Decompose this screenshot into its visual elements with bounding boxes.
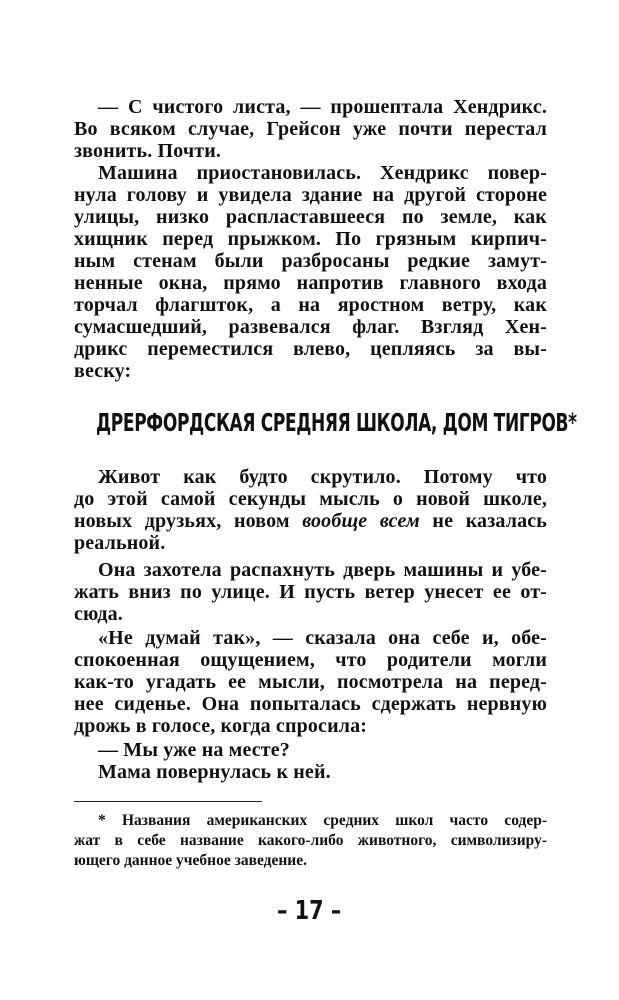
- text-line: до этой самой секунды мысль о новой школе,: [74, 488, 547, 510]
- text-segment: новых друзьях, новом: [74, 510, 303, 532]
- school-sign-heading: ДРЕРФОРДСКАЯ СРЕДНЯЯ ШКОЛА, ДОМ ТИГРОВ*: [96, 408, 577, 437]
- footnote-line: * Названия американских средних школ часто содер-: [98, 812, 547, 829]
- text-line: звонить. Почти.: [74, 140, 222, 162]
- text-line: Она захотела распахнуть дверь машины и убе-: [98, 559, 547, 581]
- text-line: «Не думай так», — сказала она себе и, обе-: [98, 627, 547, 649]
- paragraph-1: [74, 96, 547, 162]
- italic-emphasis: вообще всем: [302, 510, 420, 532]
- page-number-text: – 17 –: [277, 896, 342, 926]
- text-line: Во всяком случае, Грейсон уже почти перестал: [74, 118, 547, 140]
- footnote: [74, 811, 547, 871]
- text-line: сюда.: [74, 603, 123, 625]
- page-number: [0, 896, 619, 926]
- text-line: сумасшедший, развевался флаг. Взгляд Хен-: [74, 316, 547, 338]
- text-line: жать вниз по улице. И пусть ветер унесет ее от-: [74, 581, 547, 603]
- dialogue-line: — Мы уже на месте?: [98, 739, 290, 761]
- text-line: веску:: [74, 360, 132, 382]
- text-line: нее сиденье. Она попыталась сдержать нервную: [74, 693, 547, 715]
- footnote-line: жат в себе название какого-либо животного, символизиру-: [74, 832, 547, 849]
- paragraph-2: [74, 162, 547, 382]
- paragraph-6: [74, 739, 547, 783]
- text-line: ным стенам были разбросаны редкие замут-: [74, 250, 547, 272]
- text-line: хищник перед прыжком. По грязным кирпич-: [74, 228, 547, 250]
- text-segment: не казалась: [419, 510, 547, 532]
- text-line: как-то угадать ее мысли, посмотрела на перед-: [74, 671, 547, 693]
- text-line: — С чистого листа, — прошептала Хендрикс.: [98, 96, 547, 118]
- text-line: дрожь в голосе, когда спросила:: [74, 715, 368, 737]
- paragraph-4: [74, 559, 547, 625]
- text-line: торчал флагшток, а на яростном ветру, как: [74, 294, 547, 316]
- text-line: реальной.: [74, 532, 166, 554]
- text-line: улицы, низко распластавшееся по земле, как: [74, 206, 547, 228]
- text-line: спокоенная ощущением, что родители могли: [74, 649, 547, 671]
- paragraph-3: [74, 466, 547, 554]
- footnote-line: ющего данное учебное заведение.: [74, 852, 307, 869]
- text-line: [74, 510, 547, 532]
- text-line: Машина приостановилась. Хендрикс повер-: [98, 162, 547, 184]
- footnote-divider: [74, 801, 262, 802]
- paragraph-5: [74, 627, 547, 737]
- text-line: ненные окна, прямо напротив главного входа: [74, 272, 547, 294]
- text-line: Мама повернулась к ней.: [98, 761, 331, 783]
- text-line: дрикс переместился влево, цепляясь за вы-: [74, 338, 547, 360]
- text-line: Живот как будто скрутило. Потому что: [98, 466, 547, 488]
- text-line: нула голову и увидела здание на другой стороне: [74, 184, 547, 206]
